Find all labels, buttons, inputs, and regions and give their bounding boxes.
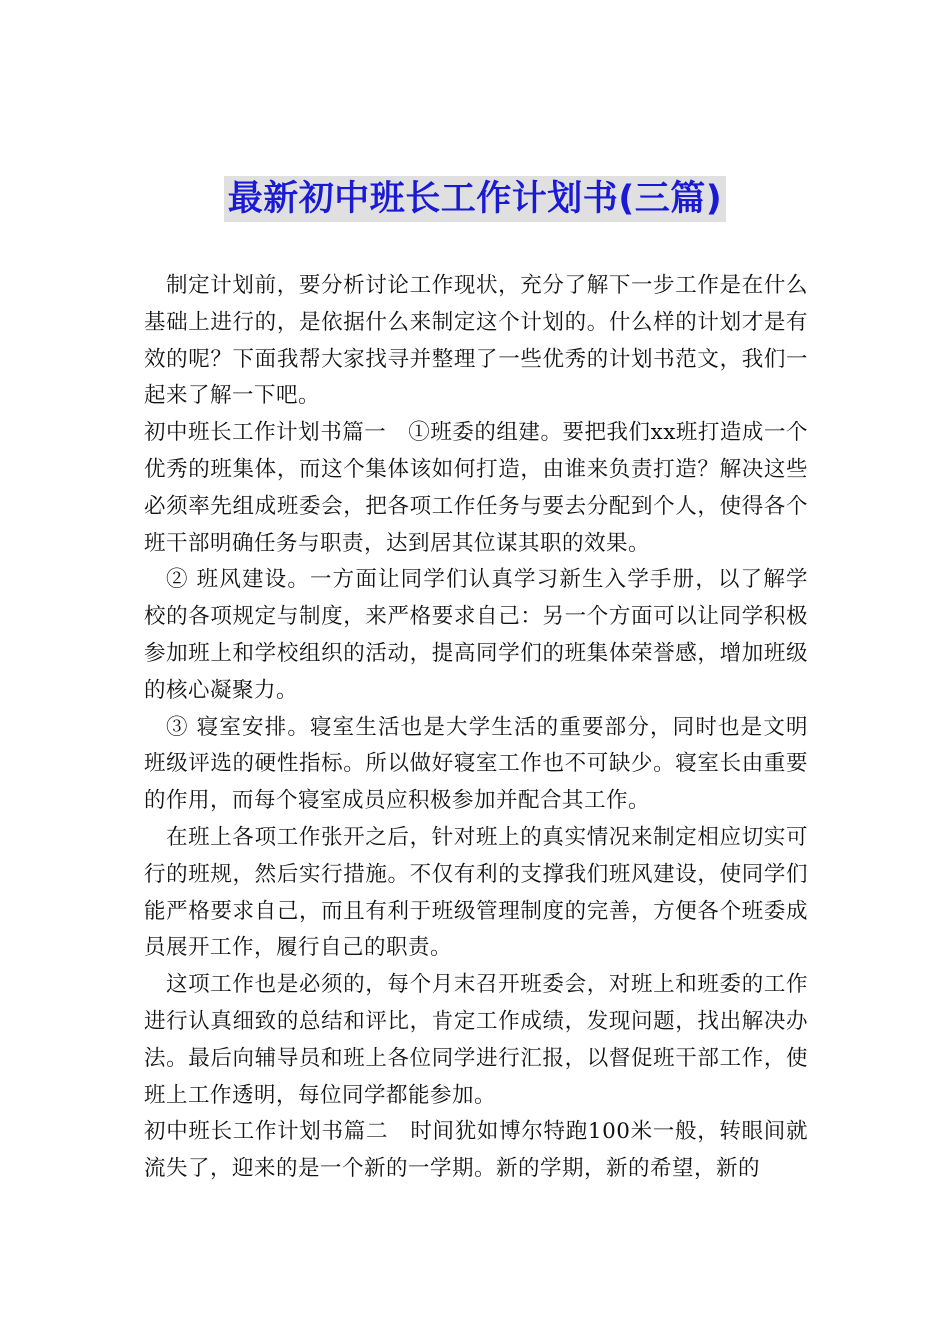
- title-wrap: [0, 176, 950, 222]
- paragraph-monthly-meeting: 这项工作也是必须的，每个月末召开班委会，对班上和班委的工作进行认真细致的总结和评比，肯定工作成绩，发现问题，找出解决办法。最后向辅导员和班上各位同学进行汇报，以督促班干部工作，使班上工作透明，每位同学都能参加。: [144, 972, 808, 1108]
- paragraph-section-one: 初中班长工作计划书篇一 ①班委的组建。要把我们xx班打造成一个优秀的班集体，而这个集体该如何打造，由谁来负责打造？解决这些必须率先组成班委会，把各项工作任务与要去分配到个人，使得各个班干部明确任务与职责，达到居其位谋其职的效果。: [144, 420, 808, 556]
- paragraph-dorm: ③ 寝室安排。寝室生活也是大学生活的重要部分，同时也是文明班级评选的硬性指标。所以做好寝室工作也不可缺少。寝室长由重要的作用，而每个寝室成员应积极参加并配合其工作。: [144, 714, 808, 814]
- document-title: 最新初中班长工作计划书(三篇): [224, 176, 727, 222]
- paragraph-class-style: ② 班风建设。一方面让同学们认真学习新生入学手册，以了解学校的各项规定与制度，来严格要求自己：另一个方面可以让同学积极参加班上和学校组织的活动，提高同学们的班集体荣誉感，增加班级的核心凝聚力。: [144, 567, 808, 703]
- document-body: [144, 268, 808, 1188]
- paragraph-intro: 制定计划前，要分析讨论工作现状，充分了解下一步工作是在什么基础上进行的，是依据什么来制定这个计划的。什么样的计划才是有效的呢？下面我帮大家找寻并整理了一些优秀的计划书范文，我们一起来了解一下吧。: [144, 273, 808, 409]
- paragraph-section-two: 初中班长工作计划书篇二 时间犹如博尔特跑100米一般，转眼间就流失了，迎来的是一个新的一学期。新的学期，新的希望，新的: [144, 1119, 808, 1182]
- paragraph-class-rules: 在班上各项工作张开之后，针对班上的真实情况来制定相应切实可行的班规，然后实行措施。不仅有利的支撑我们班风建设，使同学们能严格要求自己，而且有利于班级管理制度的完善，方便各个班委成员展开工作，履行自己的职责。: [144, 824, 808, 961]
